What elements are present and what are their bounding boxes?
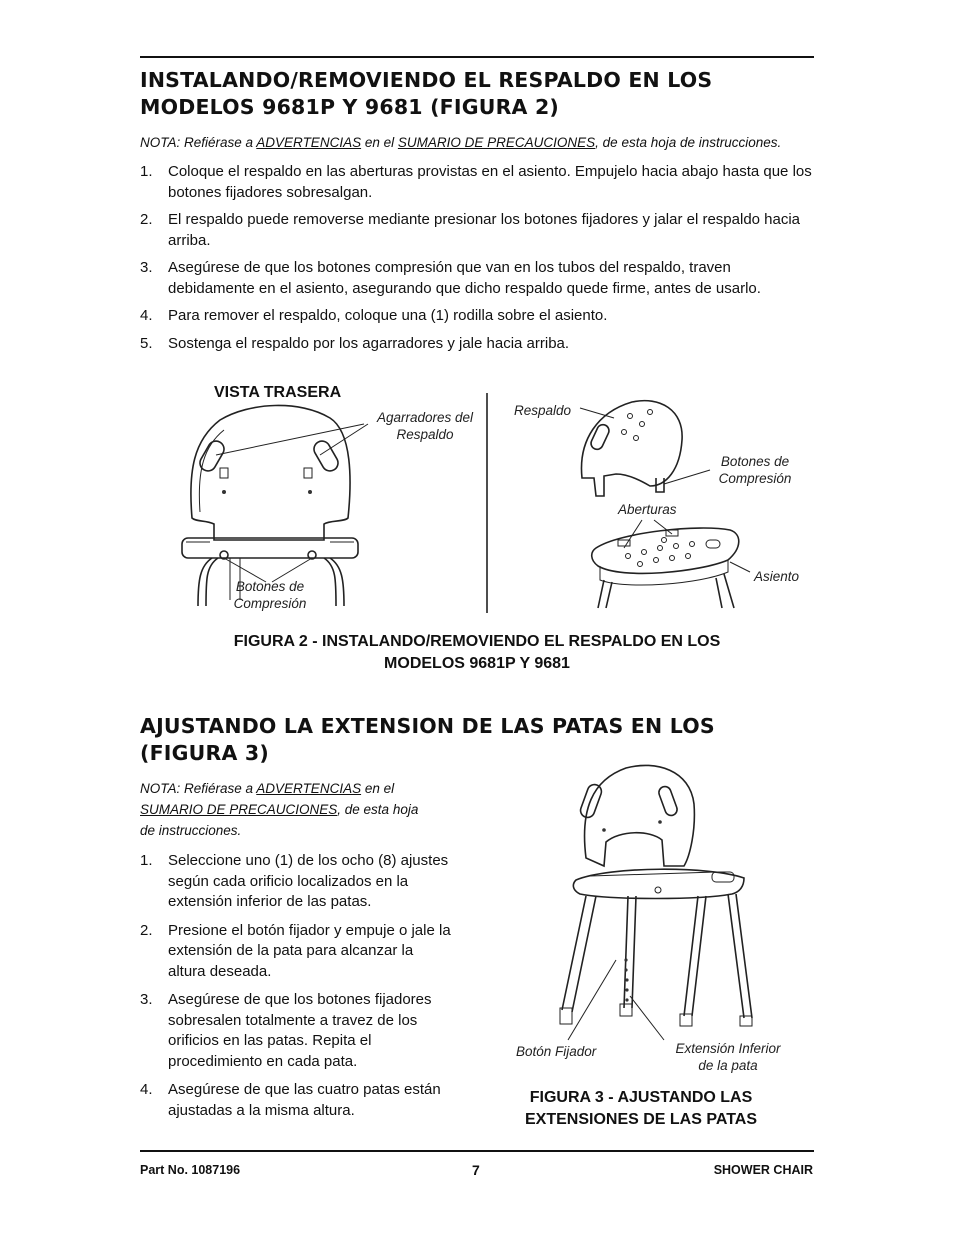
list-item: 1. Seleccione uno (1) de los ocho (8) ajustes según cada orificio localizados en la extensión inferior de las patas. [140,852,449,910]
label-handles: Agarradores del Respaldo [376,410,474,442]
label-openings: Aberturas [618,502,677,517]
section2-title-line2: (FIGURA 3) [140,741,269,765]
footer-page-number: 7 [472,1162,480,1178]
list-item: 4. Asegúrese de que las cuatro patas están ajustadas a la misma altura. [140,1081,441,1119]
list-item: 5. Sostenga el respaldo por los agarradores y jale hacia arriba. [140,334,570,352]
footer-product-name: SHOWER CHAIR [713,1163,813,1177]
list-item: 2. El respaldo puede removerse mediante presionar los botones fijadores y jalar el respaldo hacia arriba. [140,211,801,249]
label-locking-button: Botón Fijador [516,1044,597,1059]
list-item: 1. Coloque el respaldo en las aberturas provistas en el asiento. Empujelo hacia abajo hasta que los botones fijadores sobresalgan. [140,163,812,201]
section1-note: NOTA: Refiérase a ADVERTENCIAS en el SUMARIO DE PRECAUCIONES, de esta hoja de instrucciones. [140,135,782,150]
figure3-caption: FIGURA 3 - AJUSTANDO LAS EXTENSIONES DE LAS PATAS [524,1089,758,1128]
label-compression-buttons-right: Botones de Compresión [718,454,792,486]
footer-part-number: Part No. 1087196 [140,1163,241,1177]
precautions-link: SUMARIO DE PRECAUCIONES [397,135,596,150]
list-item: 2. Presione el botón fijador y empuje o jale la extensión de la pata para alcanzar la altura deseada. [140,921,451,980]
label-seat: Asiento [754,569,800,584]
label-compression-buttons-left: Botones de Compresión [233,579,307,611]
list-item: 4. Para remover el respaldo, coloque una (1) rodilla sobre el asiento. [140,307,608,324]
figure2-caption: FIGURA 2 - INSTALANDO/REMOVIENDO EL RESPALDO EN LOS MODELOS 9681P Y 9681 [233,633,721,672]
precautions-link: SUMARIO DE PRECAUCIONES [140,802,338,817]
bottom-rule [140,1150,814,1152]
section1-title-line1: INSTALANDO/REMOVIENDO EL RESPALDO EN LOS [140,68,713,92]
warnings-link: ADVERTENCIAS [256,781,362,796]
section1-title-line2: MODELOS 9681P Y 9681 (FIGURA 2) [140,95,559,119]
warnings-link: ADVERTENCIAS [256,135,362,150]
figure2-view-title: VISTA TRASERA [214,384,342,401]
list-item: 3. Asegúrese de que los botones fijadores sobresalen totalmente a travez de los orificios en las patas. Repita el procedimiento en cada pata. [140,991,432,1070]
label-leg-extension: Extensión Inferior de la pata [675,1041,781,1073]
section2-note: NOTA: Refiérase a ADVERTENCIAS en el SUMARIO DE PRECAUCIONES, de esta hoja de instrucciones. [140,781,419,838]
label-backrest: Respaldo [514,403,572,418]
list-item: 3. Asegúrese de que los botones compresión que van en los tubos del respaldo, traven debidamente en el asiento, asegurando que dicho respaldo quede firme, antes de usarlo. [140,259,761,297]
section2-title-line1: AJUSTANDO LA EXTENSION DE LAS PATAS EN LOS [140,714,715,738]
